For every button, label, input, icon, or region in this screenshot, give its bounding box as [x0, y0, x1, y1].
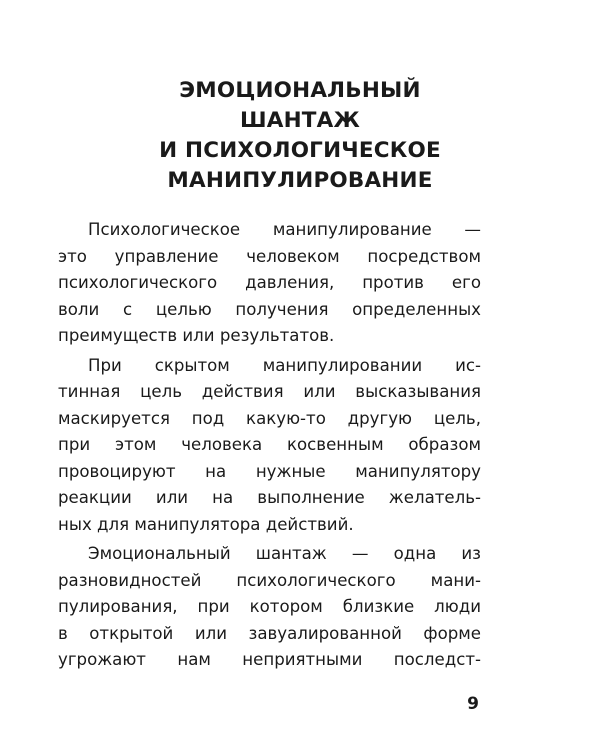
- text-line: маскируется под какую-то другую цель,: [58, 408, 481, 428]
- text-line: провоцируют на нужные манипулятору: [58, 461, 481, 481]
- text-line: реакции или на выполнение желатель-: [58, 488, 481, 507]
- text-line: психологического давления, против его: [58, 273, 481, 292]
- paragraph-2: [58, 353, 481, 539]
- paragraph-3: [58, 541, 481, 674]
- text-line: пулирования, при котором близкие люди: [58, 597, 481, 616]
- text-line: Эмоциональный шантаж — одна из: [88, 544, 481, 563]
- heading-line: МАНИПУЛИРОВАНИЕ: [167, 168, 433, 193]
- text-line: угрожают нам неприятными последст-: [58, 650, 481, 669]
- text-line: разновидностей психологического мани-: [58, 570, 481, 590]
- paragraph-1: [58, 217, 481, 350]
- chapter-heading: [60, 76, 540, 196]
- text-line: при этом человека косвенным образом: [58, 435, 481, 454]
- heading-line: ЭМОЦИОНАЛЬНЫЙ: [179, 78, 421, 103]
- text-line: тинная цель действия или высказывания: [58, 382, 481, 401]
- body-text: [58, 217, 481, 674]
- text-line: преимуществ или результатов.: [58, 326, 335, 345]
- text-line: При скрытом манипулировании ис-: [88, 355, 481, 375]
- text-line: ных для манипулятора действий.: [58, 514, 354, 534]
- page-number: 9: [467, 694, 479, 714]
- text-line: в открытой или завуалированной форме: [58, 623, 481, 643]
- text-line: воли с целью получения определенных: [58, 299, 481, 319]
- heading-line: И ПСИХОЛОГИЧЕСКОЕ: [159, 138, 441, 163]
- text-line: это управление человеком посредством: [58, 246, 481, 266]
- heading-line: ШАНТАЖ: [239, 108, 361, 133]
- text-line: Психологическое манипулирование —: [88, 220, 481, 239]
